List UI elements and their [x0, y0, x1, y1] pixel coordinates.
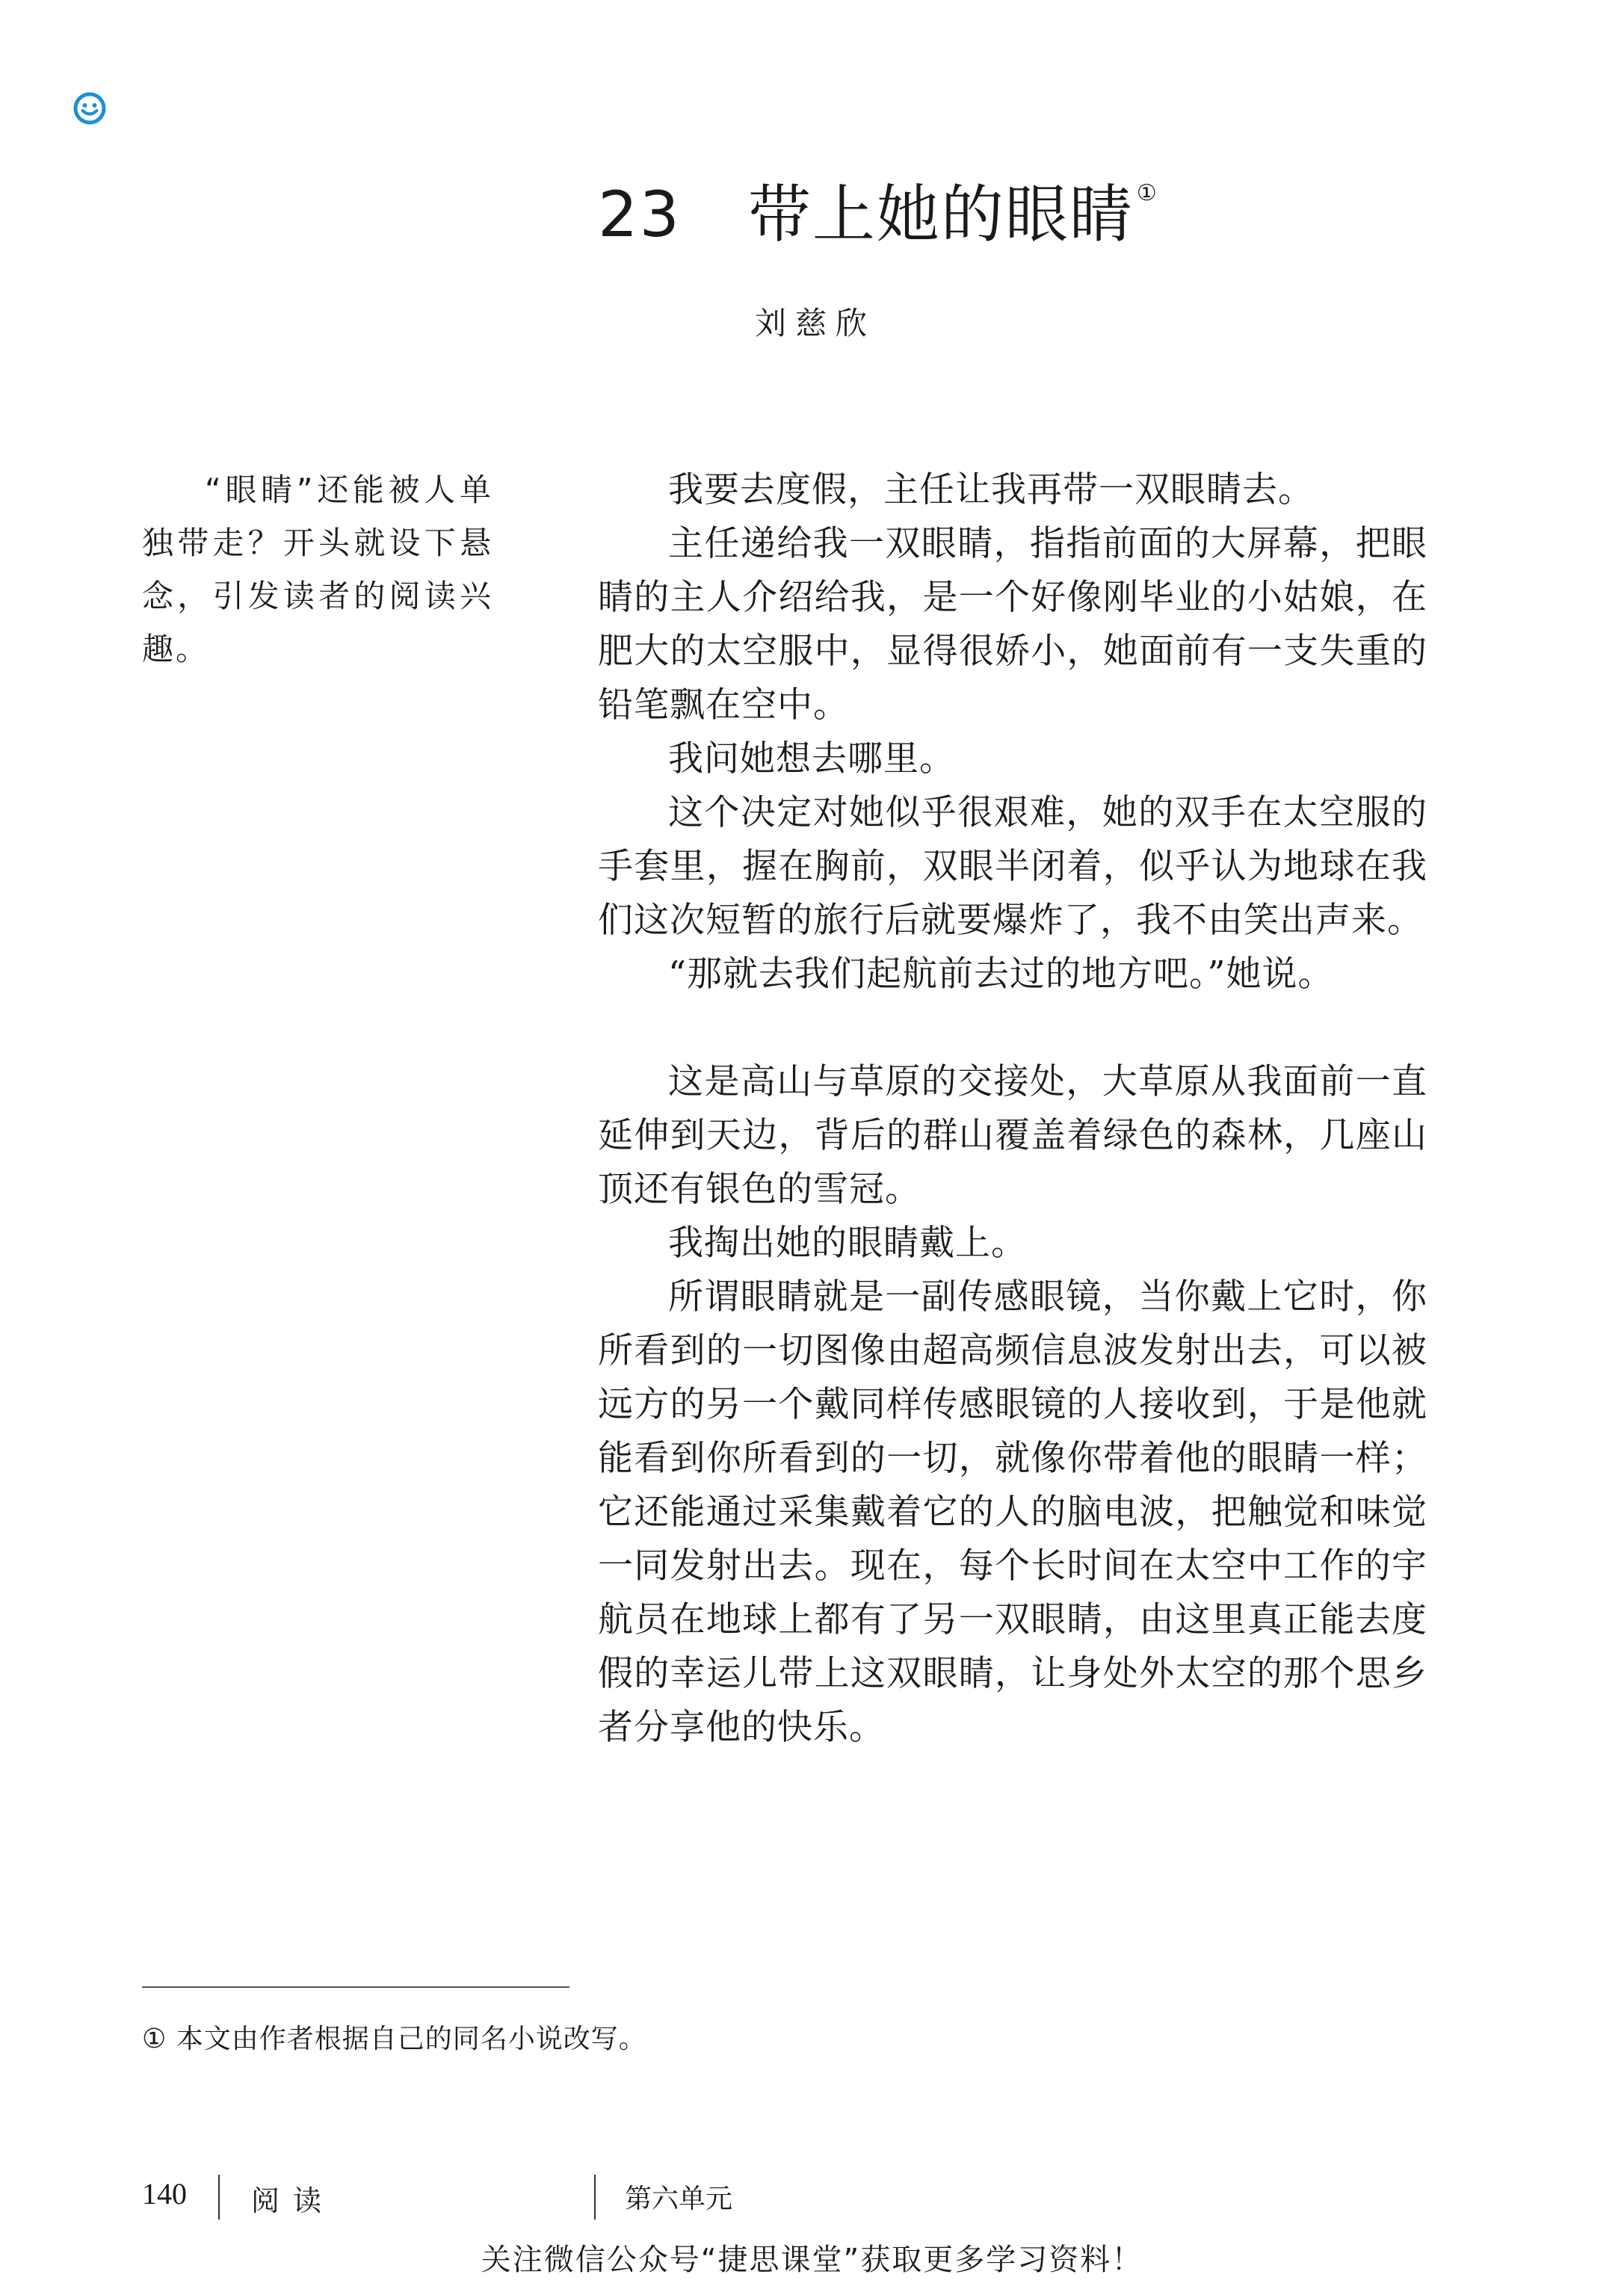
- page-title: [598, 164, 1158, 255]
- paragraph: 我要去度假，主任让我再带一双眼睛去。: [668, 469, 1314, 510]
- footnote: ① 本文由作者根据自己的同名小说改写。: [142, 2024, 646, 2054]
- lesson-number: 23: [598, 178, 681, 251]
- paragraph: 这个决定对她似乎很艰难，她的双手在太空服的手套里，握在胸前，双眼半闭着，似乎认为地球在我们这次短暂的旅行后就要爆炸了，我不由笑出声来。: [598, 792, 1427, 941]
- footer-divider: [594, 2175, 596, 2220]
- paragraph: “那就去我们起航前去过的地方吧。”她说。: [668, 954, 1334, 995]
- footer-divider: [218, 2175, 220, 2220]
- lesson-title: 带上她的眼睛: [747, 178, 1134, 251]
- margin-annotation: “眼睛”还能被人单独带走？开头就设下悬念，引发读者的阅读兴趣。: [142, 472, 493, 667]
- paragraph: 所谓眼睛就是一副传感眼镜，当你戴上它时，你所看到的一切图像由超高频信息波发射出去，可以被远方的另一个戴同样传感眼镜的人接收到，于是他就能看到你所看到的一切，就像你带着他的眼睛一样；它还能通过采集戴着它的人的脑电波，把触觉和味觉一同发射出去。现在，每个长时间在太空中工作的宇航员在地球上都有了另一双眼睛，由这里真正能去度假的幸运儿带上这双眼睛，让身处外太空的那个思乡者分享他的快乐。: [598, 1276, 1427, 1748]
- page-number: 140: [142, 2177, 187, 2211]
- paragraph: 我掏出她的眼睛戴上。: [668, 1223, 1027, 1264]
- promo-banner: 关注微信公众号“捷思课堂”获取更多学习资料！: [481, 2243, 1143, 2277]
- smiley-icon: [72, 91, 107, 126]
- paragraph: 主任递给我一双眼睛，指指前面的大屏幕，把眼睛的主人介绍给我，是一个好像刚毕业的小姑娘，在肥大的太空服中，显得很娇小，她面前有一支失重的铅笔飘在空中。: [598, 523, 1427, 726]
- footnote-divider: [142, 1986, 569, 1988]
- footer-unit-label: 第六单元: [625, 2184, 733, 2214]
- paragraph: 这是高山与草原的交接处，大草原从我面前一直延伸到天边，背后的群山覆盖着绿色的森林，几座山顶还有银色的雪冠。: [598, 1061, 1427, 1210]
- article-body: [598, 463, 1427, 1755]
- title-footnote-marker: ①: [1136, 180, 1158, 206]
- author-name: 刘慈欣: [755, 305, 877, 342]
- paragraph: 我问她想去哪里。: [668, 738, 955, 779]
- footer-section-label: 阅读: [251, 2184, 336, 2217]
